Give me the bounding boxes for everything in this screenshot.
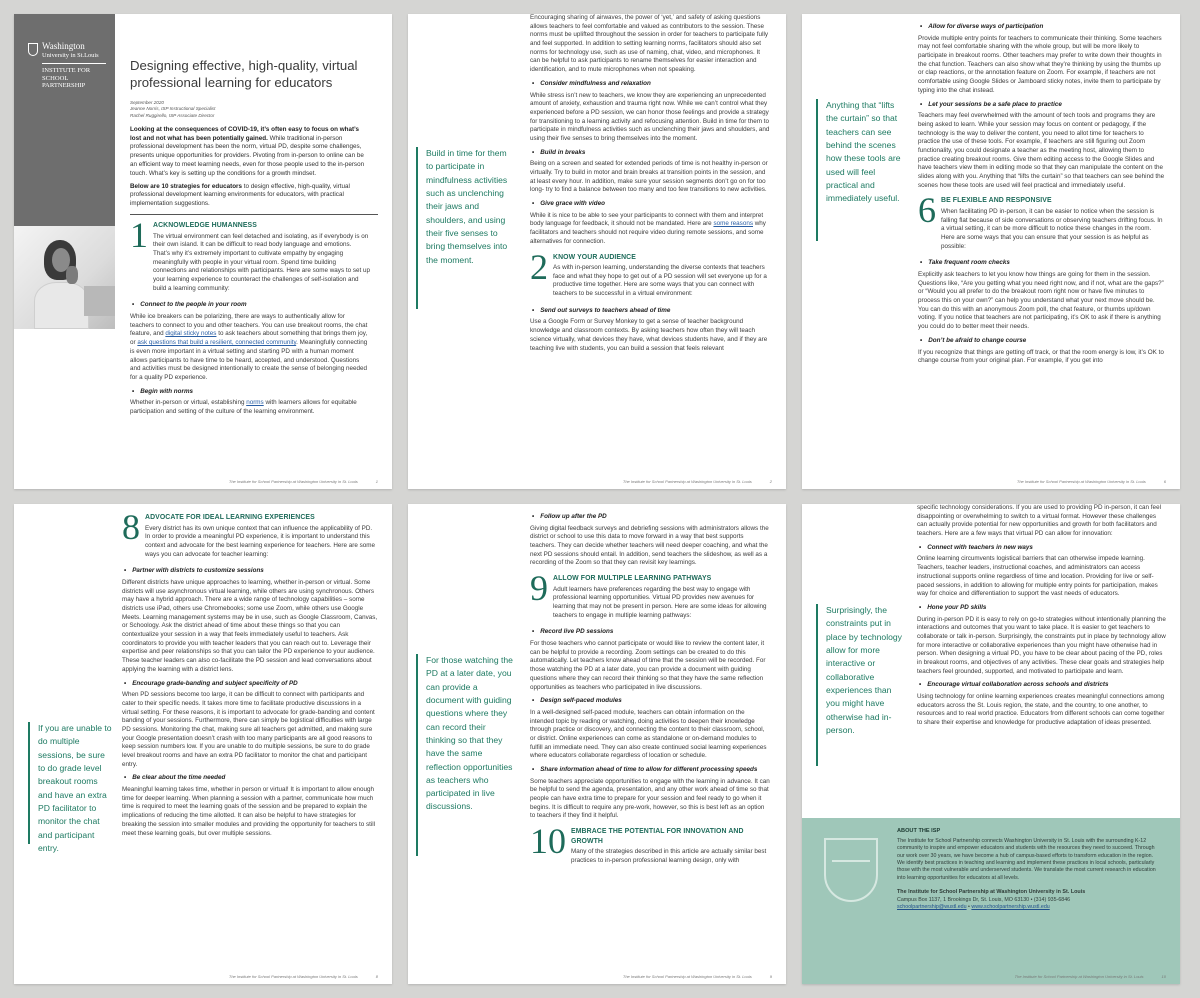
pull-quote: Anything that “lifts the curtain” so that teachers can see behind the scenes how these tools are used will feel practical and immediately useful. xyxy=(816,99,904,241)
section-heading: ADVOCATE FOR IDEAL LEARNING EXPERIENCES xyxy=(145,514,315,521)
contact-address: Campus Box 1137, 1 Brookings Dr, St. Louis, MO 63130 • (314) 935-6846 xyxy=(897,896,1071,903)
bullet-paragraph: While it is nice to be able to see your participants to connect with them and interpret body language for feedback, it should not be mandated. Here are some reasons why facilitators and teachers should not require video during remote sessions, and some alternatives for connection. xyxy=(530,211,766,245)
bullet-paragraph: While ice breakers can be polarizing, there are ways to authentically allow for teachers to connect to you and other teachers. You can use breakout rooms, the chat feature, and digital sticky notes to ask teachers about something that brings them joy, or ask questions that build a resilient, connected community. Meaningfully connecting is even more important in a virtual setting and starting PD with a human moment allows participants to have time to be heard, accepted, and understood. Questions and activities must be designed intentionally to create the sense of belonging needed for a quality PD experience. xyxy=(130,313,368,381)
bullet-heading: • Encourage virtual collaboration across schools and districts xyxy=(917,681,1167,690)
link-digital-sticky-notes[interactable]: digital sticky notes xyxy=(165,330,217,338)
section-number: 8 xyxy=(122,507,140,547)
bullet-paragraph: Provide multiple entry points for teachers to communicate their thinking. Some teachers may not feel comfortable sharing with the whole group, but will be more likely to participate in breakout rooms. Other teachers may prefer to write down their thoughts in the chat function. Teachers can also show what they’re thinking by using the thumbs up or clap reactions, or the annotation feature on Zoom. For example, if teachers are not comfortable using Google Slides or Jamboard sticky notes, invite them to participate by typing into the chat instead. xyxy=(918,34,1162,94)
page-footer: The Institute for School Partnership at Washington University in St. Louis 6 xyxy=(1016,479,1166,484)
bullet-paragraph: Different districts have unique approaches to learning, whether in-person or virtual. Some districts will use asynchronous virtual learning, while others are using synchronous. Others may have a hybrid approach. There are a wide range of technology capabilities – some districts use iPad, others use Chromebooks; some use Zoom, while others use Google Meets. Learning management systems may be in use, such as Google Classroom, Canvas, or Schoology. Ask the district ahead of time about these things so that you can contextualize your session in a way that feels immediately useful to teachers. Ask coordinators to provide you with teacher leaders that you can reach out to. Leverage their expertise and peer relationships so that you can tailor the PD experience to your audience. These teacher leaders can also co-facilitate the PD session and lead conversations about applying the learning with a district lens. xyxy=(122,578,378,673)
bullet-heading: • Encourage grade-banding and subject specificity of PD xyxy=(122,680,378,689)
bullet-paragraph: Being on a screen and seated for extended periods of time is not healthy in-person or virtually. Try to build in motor and brain breaks at transition points in the session, and at least every hour. In addition, make sure your session segments don’t go on for too long- try to find a balance between too many and too few transitions to new activities. xyxy=(530,160,768,194)
pull-quote: Surprisingly, the constraints put in place by technology allow for more interactive or collaborative experiences than you might have otherwise had in-person. xyxy=(816,604,906,766)
page-number: 2 xyxy=(769,479,772,484)
contact-block: The Institute for School Partnership at Washington University in St. Louis Campus Box 1137, 1 Brookings Dr, St. Louis, MO 63130 • (314) 935-6846 schoolpartnership@wustl.edu • www.schoolpartnership.wustl.edu xyxy=(897,889,1086,911)
article-meta xyxy=(130,100,370,120)
logo-divider xyxy=(42,63,106,64)
page-number: 10 xyxy=(1161,974,1166,979)
bullet-heading: • Don’t be afraid to change course xyxy=(918,337,1166,346)
section-number: 9 xyxy=(530,568,548,609)
bullet-paragraph: In a well-designed self-paced module, teachers can obtain information on the intended topic by reading or watching, doing activities to deepen their knowledge through practice or discovery, and connecting the content to their classroom, school, or district. Online experiences can come as standalone or on-demand modules to fulfill an immediate need. They can also create continued social learning experiences where educators collaborate regardless of location or schedule. xyxy=(530,708,767,760)
logo-line4: SCHOOL PARTNERSHIP xyxy=(42,74,86,90)
bullet-heading: • Begin with norms xyxy=(130,388,370,397)
bullet-paragraph: When PD sessions become too large, it can be difficult to connect with participants and cater to their specific needs. It takes more time to facilitate productive discussions in a virtual setting. For these reasons, it is important to advocate for grade-banding and content banding of your sessions. Furthermore, there can simply be logistical difficulties with large PD sessions. Monitoring the chat, making sure all teachers get admitted, and making sure your Google presentation doesn’t crash with too many participants are all good reasons to keep session numbers low. If you are unable to do multiple sessions, be sure to do grade level breakout rooms and have an extra PD facilitator to monitor the chat and participant entry. xyxy=(122,691,375,768)
page-3 xyxy=(802,14,1180,489)
section-heading: KNOW YOUR AUDIENCE xyxy=(553,253,636,261)
section-heading: ACKNOWLEDGE HUMANNESS xyxy=(153,222,257,230)
section-heading: BE FLEXIBLE AND RESPONSIVE xyxy=(941,197,1052,205)
section-number: 10 xyxy=(530,821,566,862)
bullet-heading: • Be clear about the time needed xyxy=(122,774,378,783)
link-resilient-community[interactable]: ask questions that build a resilient, connected community xyxy=(137,339,297,347)
logo-line1: Washington xyxy=(42,41,85,51)
link-some-reasons[interactable]: some reasons xyxy=(713,220,753,228)
bullet-heading: • Allow for diverse ways of participation xyxy=(918,23,1166,32)
bullet-heading: • Record live PD sessions xyxy=(530,628,770,637)
bullet-heading: • Build in breaks xyxy=(530,149,770,158)
intro-divider xyxy=(130,214,378,215)
contact-website-link[interactable]: www.schoolpartnership.wustl.edu xyxy=(971,904,1050,911)
section-2-header xyxy=(530,246,770,302)
page5-column xyxy=(530,508,770,869)
page-4 xyxy=(14,504,392,984)
page6-column xyxy=(917,504,1167,731)
section-number: 1 xyxy=(130,215,148,256)
bullet-paragraph: Explicitly ask teachers to let you know how things are going for them in the session. Questions like, “Are you getting what you need right now, and if not, what are the gaps?” or “Would you all prefer to do the breakout room right now or have five minutes to process this on your own?” can help you understand what your next move should be. You can do this with an anonymous Zoom poll, the chat feature, or thumbs up/down voting. If you notice that teachers are not participating, it’s OK to ask if there is anything you could do to better meet their needs. xyxy=(918,271,1164,331)
section-paragraph: When facilitating PD in-person, it can be easier to notice when the session is falling flat because of side conversations or observing teachers drifting focus. In a virtual setting, it can be more difficult to notice these changes in the room. Here are some ways that you can ensure that your session is as helpful as possible: xyxy=(941,207,1163,250)
bullet-heading: • Share information ahead of time to allow for different processing speeds xyxy=(530,766,770,775)
bullet-paragraph: Use a Google Form or Survey Monkey to get a sense of teacher background knowledge and classroom contexts. By asking teachers how often they will teach science virtually, what devices they have, what devices students have, and if they are teaching live with students, you can build a session that feels relevant xyxy=(530,318,768,352)
pull-quote: Build in time for them to participate in mindfulness activities such as unclenching their jaws and shoulders, and using their five senses to bring themselves into the moment. xyxy=(416,147,516,309)
logo-line3: INSTITUTE FOR xyxy=(42,66,91,74)
section-paragraph: Adult learners have preferences regarding the best way to engage with professional learning opportunities. Virtual PD provides new avenues for learning that may not be present in person. Here are some ideas for allowing teachers to engage in multiple learning pathways: xyxy=(553,585,767,619)
page-footer: The Institute for School Partnership at Washington University in St. Louis 2 xyxy=(622,479,772,484)
bullet-heading: • Take frequent room checks xyxy=(918,259,1166,268)
page4-column xyxy=(122,507,378,841)
bullet-heading: • Partner with districts to customize sessions xyxy=(122,567,378,576)
page1-main xyxy=(130,58,370,420)
section-paragraph: The virtual environment can feel detached and isolating, as if everybody is on their own island. It can be difficult to read body language and emotions. That’s why it’s extremely important to cultivate empathy by engaging meaningfully with people in your virtual room. Spend time building connections and relationships with participants. Here are some ways to set up your learning experience to counteract the challenges of self-isolation and build a learning community: xyxy=(153,232,371,292)
university-crest-icon xyxy=(824,838,878,902)
bullet-heading: • Give grace with video xyxy=(530,200,770,209)
about-isp-box xyxy=(802,818,1180,984)
page-footer: The Institute for School Partnership at Washington University in St. Louis 8 xyxy=(228,974,378,979)
bullet-heading: • Send out surveys to teachers ahead of time xyxy=(530,307,770,316)
page-footer: The Institute for School Partnership at Washington University in St. Louis 9 xyxy=(622,974,772,979)
intro-paragraph-2: Below are 10 strategies for educators to design effective, high-quality, virtual professional development learning environments for educators, with practical implementation suggestions. xyxy=(130,182,350,208)
paragraph: specific technology considerations. If you are used to providing PD in-person, it can feel disappointing or overwhelming to switch to a virtual format. However these challenges can actually provide potential for new opportunities and growth for both facilitators and teachers. Here are a few ways that virtual PD can allow for innovation: xyxy=(917,504,1161,538)
section-paragraph: Every district has its own unique context that can influence the applicability of PD. In order to provide a meaningful PD experience, it is important to understand this context and advocate for the best learning experience for teachers. Here are some ways you can advocate for teacher learning: xyxy=(145,524,375,558)
bullet-heading: • Follow up after the PD xyxy=(530,513,770,522)
page-2 xyxy=(408,14,786,489)
wustl-logo xyxy=(14,14,115,226)
bullet-paragraph: While stress isn’t new to teachers, we know they are experiencing an unprecedented amount of anxiety, exhaustion and trauma right now. While we can’t control what they experienced before a PD session, we can honor those feelings and provide a strategy for transitioning to a learning activity and refocusing attention. Build in time for them to participate in mindfulness activities such as unclenching their jaws and shoulders, and using their five senses to bring themselves into the moment. xyxy=(530,91,770,142)
section-number: 2 xyxy=(530,246,548,287)
bullet-paragraph: During in-person PD it is easy to rely on go-to strategies without intentionally planning the interactions and outcomes that you want to take place. It is easier to get teachers to collaborate or talk in-person. Surprisingly, the constraints put in place by technology allow for more interactive or collaborative experiences than you might have otherwise had in person. When designing a virtual PD, you have to be clear about pacing of the PD, roles in breakout rooms, and objectives of any activities. These clear goals and strategies help teachers feel grounded, supported, and motivated to participate and learn. xyxy=(917,615,1166,675)
section-paragraph: As with in-person learning, understanding the diverse contexts that teachers face and what they hope to get out of a PD session will set everyone up for a productive time together. Here are some ways that you can connect with teachers to be successful in a virtual environment: xyxy=(553,264,767,298)
bullet-paragraph: If you recognize that things are getting off track, or that the room energy is low, it’s OK to change course from your original plan. For example, if you get into xyxy=(918,348,1164,365)
section-8-header xyxy=(122,507,378,562)
link-norms[interactable]: norms xyxy=(246,399,264,407)
bullet-heading: • Let your sessions be a safe place to practice xyxy=(918,101,1166,110)
section-1-header xyxy=(130,215,371,296)
bullet-paragraph: Giving digital feedback surveys and debriefing sessions with administrators allows the district or school to use this data to move forward in a way that best supports teachers. They can decide whether teachers will need deeper coaching, and what the next PD sessions should entail. In addition, send teachers the slideshow, as well as a recording of the Zoom so that they can revisit key learnings. xyxy=(530,524,769,567)
bullet-heading: • Design self-paced modules xyxy=(530,697,770,706)
meta-author-1: Jeanne Norris, ISP Instructional Specialist xyxy=(130,106,216,112)
contact-name: The Institute for School Partnership at Washington University in St. Louis xyxy=(897,889,1086,896)
section-number: 6 xyxy=(918,190,936,231)
bullet-heading: • Connect to the people in your room xyxy=(130,301,370,310)
page-title: Designing effective, high-quality, virtual professional learning for educators xyxy=(130,58,358,90)
page-5 xyxy=(408,504,786,984)
about-heading: ABOUT THE ISP xyxy=(897,828,941,834)
bullet-paragraph: Online learning circumvents logistical barriers that can otherwise impede learning. Teachers, teacher leaders, instructional coaches, and administrators can access instructional supports online regardless of time and location. Providing for live or self-paced sessions, in addition to allowing for multiple entry points for participation, makes way for choice and differentiation to support the vast needs of educators. xyxy=(917,555,1158,598)
teacher-photo xyxy=(14,226,115,329)
page-1 xyxy=(14,14,392,489)
page-footer: The Institute for School Partnership at Washington University in St. Louis 10 xyxy=(1014,974,1166,979)
contact-email-link[interactable]: schoolpartnership@wustl.edu xyxy=(897,904,967,911)
bullet-paragraph: Some teachers appreciate opportunities to engage with the learning in advance. It can be helpful to send the agenda, presentation, and any other work ahead of time so that people can have extra time to prepare for your session and feel ready to go when it begins. It is difficult to require any pre-work, however, so this is best left as an option to teachers if they find it helpful. xyxy=(530,777,770,820)
meta-author-2: Rachel Ruggirello, ISP Associate Director xyxy=(130,113,215,119)
page1-sidebar xyxy=(14,14,115,489)
page2-column xyxy=(530,14,770,356)
section-heading: ALLOW FOR MULTIPLE LEARNING PATHWAYS xyxy=(553,575,712,583)
paragraph: Encouraging sharing of airwaves, the power of ‘yet,’ and safety of asking questions allows teachers to feel comfortable and valued as contributors to the session. These norms must be uplifted throughout the session in order for teachers to participate fully and feel supported. In addition to setting learning norms, facilitators should also set norms for technology use, such as use of naming, chat, video, and microphones. It can be helpful to ask participants to rename themselves for easier interaction and identification, and to mute microphones when not speaking. xyxy=(530,14,769,74)
page-number: 8 xyxy=(375,974,378,979)
pull-quote: For those watching the PD at a later date, you can provide a document with guiding questions where they can record their thinking so that they have the same reflection opportunities as teachers who participated in live discussions. xyxy=(416,654,516,856)
about-paragraph: The Institute for School Partnership connects Washington University in St. Louis with the surrounding K-12 community to inspire and empower educators and students with the resources they need to succeed. Through our work over 30 years, we have become a hub of campus-based efforts to transform education in the region. We identify best practices in teaching and learning and implement these practices in local schools, particularly those with the most vulnerable and underserved students. We translate the most current research in education into learning opportunities for educators at all levels. xyxy=(897,837,1156,881)
section-10-header xyxy=(530,821,770,868)
bullet-paragraph: For those teachers who cannot participate or would like to review the content later, it can be helpful to provide a recording. Zoom settings can be created to do this automatically. Let teachers know ahead of time that the session will be recorded. For those watching the PD at a later date, you can provide a document with guiding questions where they can record their thinking so that they have the same reflection opportunities as teachers who participated in live discussions. xyxy=(530,640,766,691)
bullet-heading: • Consider mindfulness and relaxation xyxy=(530,80,770,89)
section-9-header xyxy=(530,568,770,623)
bullet-heading: • Hone your PD skills xyxy=(917,604,1167,613)
bullet-paragraph: Meaningful learning takes time, whether in person or virtual! It is important to allow enough time for deeper learning. When planning a session with a partner, communicate how much time is required to meet the learning goals of the session and be prepared to explain the implications of reducing the time allotted. It can also be helpful to have strategies for breaking the session into smaller modules and providing the opportunity for teachers to still meet these learning goals, but over multiple sessions. xyxy=(122,786,376,837)
bullet-heading: • Connect with teachers in new ways xyxy=(917,544,1167,553)
pull-quote: If you are unable to do multiple sessions, be sure to do grade level breakout rooms and have an extra PD facilitator to monitor the chat and participant entry. xyxy=(28,722,114,844)
page-6 xyxy=(802,504,1180,984)
page-number: 9 xyxy=(769,974,772,979)
section-paragraph: Many of the strategies described in this article are actually similar best practices to in-person professional learning design, only with xyxy=(571,848,767,864)
page-number: 6 xyxy=(1163,479,1166,484)
shield-icon xyxy=(28,43,38,56)
meta-date: September 2020 xyxy=(130,99,164,105)
page3-column xyxy=(918,18,1166,369)
section-6-header xyxy=(918,190,1166,254)
page-number: 1 xyxy=(375,479,378,484)
bullet-paragraph: Using technology for online learning experiences creates meaningful connections among educators across the St. Louis region, the state, and the country, to one another, to resources and to real world practice. Educators from different schools can come together to share their expertise and knowledge for productive adaptation of ideas presented. xyxy=(917,693,1165,727)
bullet-paragraph: Teachers may feel overwhelmed with the amount of tech tools and programs they are being asked to learn. While your session may focus on content or pedagogy, if the technology is the way to deliver the content, you need to allot time for teachers to practice the use of these tools. For example, if teachers are still figuring out Zoom functionality, you could designate a teacher as the meeting host, allowing them to practice creating breakout rooms. Give them editing access to the Google Slides and have teachers view them in editing mode so that they can manipulate the content on the slides along with you. Anything that “lifts the curtain” so that teachers can see behind the scenes how these tools are used will feel practical and immediately useful. xyxy=(918,112,1165,189)
page-footer: The Institute for School Partnership at Washington University in St. Louis 1 xyxy=(228,479,378,484)
logo-line2: University in St.Louis xyxy=(42,51,99,59)
bullet-paragraph: Whether in-person or virtual, establishing norms with learners allows for equitable participation and setting of the culture of the learning environment. xyxy=(130,399,357,415)
section-heading: EMBRACE THE POTENTIAL FOR INNOVATION AND GROWTH xyxy=(571,828,744,845)
intro-paragraph: Looking at the consequences of COVID-19, it’s often easy to focus on what’s lost and not what has been potentially gained. While traditional in-person professional development has been the norm, virtual PD, despite some challenges, presents unique opportunities for providers. Pivoting from in-person to online can be an efficient way to meet learning needs, even for those people used to the in-person touch. What’s key is setting up the conditions for a growth mindset. xyxy=(130,125,365,177)
